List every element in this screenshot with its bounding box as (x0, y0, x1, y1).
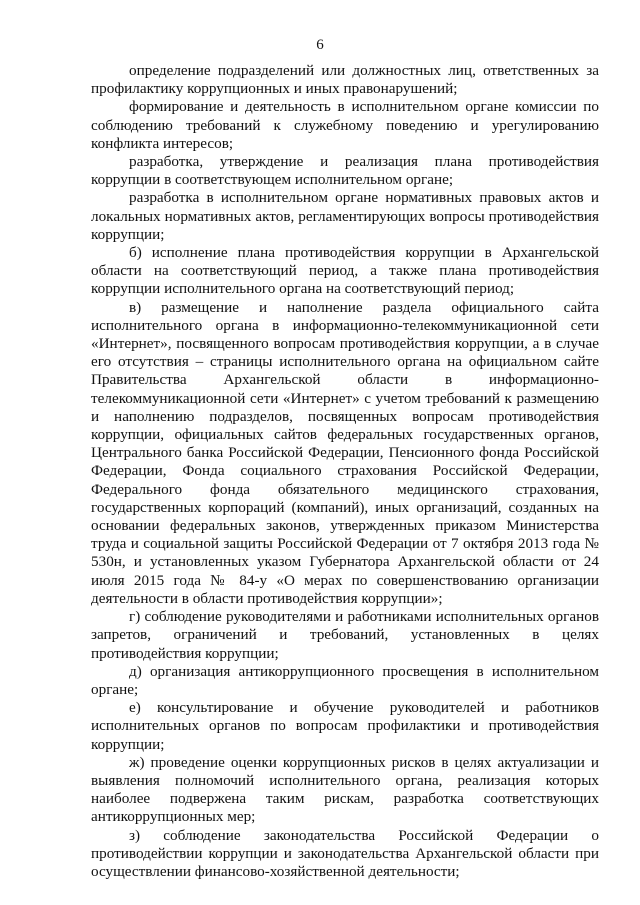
paragraph-item-v: в) размещение и наполнение раздела официального сайта исполнительного органа в информационно-телекоммуникационной сети «Интернет», посвященного вопросам противодействия коррупции, а в случае его отсутствия – страницы исполнительного органа на официальном сайте Правительства Архангельской области в информационно-телекоммуникационной сети «Интернет» с учетом требований к размещению и наполнению подразделов, посвященных вопросам противодействия коррупции, официальных сайтов федеральных государственных органов, Центрального банка Российской Федерации, Пенсионного фонда Российской Федерации, Фонда социального страхования Российской Федерации, Федерального фонда обязательного медицинского страхования, государственных корпораций (компаний), иных организаций, созданных на основании федеральных законов, утвержденных приказом Министерства труда и социальной защиты Российской Федерации от 7 октября 2013 года № 530н, и установленных указом Губернатора Архангельской области от 24 июля 2015 года № 84-у «О мерах по совершенствованию организации деятельности в области противодействия коррупции»; (91, 298, 599, 607)
paragraph-item-g: г) соблюдение руководителями и работниками исполнительных органов запретов, ограничений и требований, установленных в целях противодействия коррупции; (91, 608, 599, 662)
paragraph-item-z: з) соблюдение законодательства Российской Федерации о противодействии коррупции и законодательства Архангельской области при осуществлении финансово-хозяйственной деятельности; (91, 826, 599, 880)
page-number: 6 (316, 37, 324, 53)
paragraph-normative-acts: разработка в исполнительном органе нормативных правовых актов и локальных нормативных актов, регламентирующих вопросы противодействия коррупции; (91, 189, 599, 243)
paragraph-item-d: д) организация антикоррупционного просвещения в исполнительном органе; (91, 662, 599, 698)
paragraph-plan-development: разработка, утверждение и реализация плана противодействия коррупции в соответствующем исполнительном органе; (91, 153, 599, 189)
paragraph-item-zh: ж) проведение оценки коррупционных рисков в целях актуализации и выявления полномочий исполнительного органа, реализация которых наиболее подвержена таким рискам, разработка соответствующих антикоррупционных мер; (91, 753, 599, 826)
paragraph-item-e: е) консультирование и обучение руководителей и работников исполнительных органов по вопросам профилактики и противодействия коррупции; (91, 699, 599, 753)
paragraph-commission: формирование и деятельность в исполнительном органе комиссии по соблюдению требований к служебному поведению и урегулированию конфликта интересов; (91, 98, 599, 152)
paragraph-item-b: б) исполнение плана противодействия коррупции в Архангельской области на соответствующий период, а также плана противодействия коррупции исполнительного органа на соответствующий период; (91, 244, 599, 298)
paragraph-subdivisions: определение подразделений или должностных лиц, ответственных за профилактику коррупционных и иных правонарушений; (91, 62, 599, 98)
document-body (91, 62, 599, 881)
